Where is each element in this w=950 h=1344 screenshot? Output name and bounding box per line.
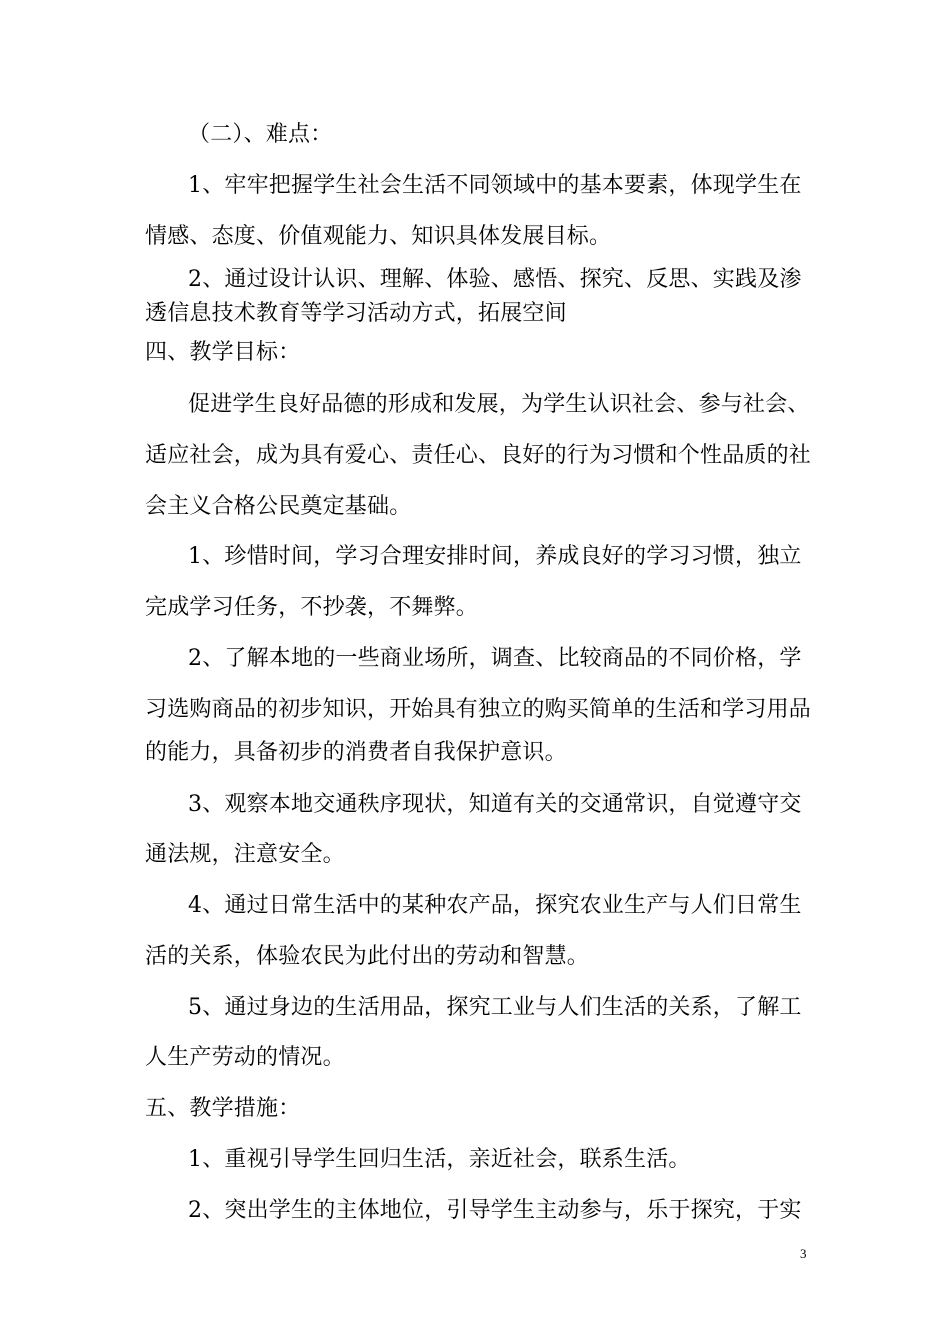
paragraph-line: 1、牢牢把握学生社会生活不同领域中的基本要素，体现学生在 — [188, 173, 802, 198]
paragraph-line: 适应社会，成为具有爱心、责任心、良好的行为习惯和个性品质的社 — [145, 443, 812, 468]
paragraph-line: 2、通过设计认识、理解、体验、感悟、探究、反思、实践及渗 — [188, 267, 802, 292]
paragraph-line: 透信息技术教育等学习活动方式，拓展空间 — [145, 301, 567, 326]
paragraph-line: 4、通过日常生活中的某种农产品，探究农业生产与人们日常生 — [188, 893, 802, 918]
paragraph-line: 1、重视引导学生回归生活，亲近社会，联系生活。 — [188, 1147, 691, 1172]
paragraph-line: 活的关系，体验农民为此付出的劳动和智慧。 — [145, 944, 590, 969]
paragraph-line: 2、了解本地的一些商业场所，调查、比较商品的不同价格，学 — [188, 646, 802, 671]
paragraph-line: 的能力，具备初步的消费者自我保护意识。 — [145, 740, 567, 765]
paragraph-line: 通法规，注意安全。 — [145, 842, 345, 867]
paragraph-line: 5、通过身边的生活用品，探究工业与人们生活的关系，了解工 — [188, 995, 802, 1020]
section-heading-teaching-goals: 四、教学目标： — [145, 340, 301, 365]
paragraph-line: 完成学习任务，不抄袭，不舞弊。 — [145, 595, 479, 620]
paragraph-line: 情感、态度、价值观能力、知识具体发展目标。 — [145, 224, 612, 249]
section-heading-teaching-measures: 五、教学措施： — [145, 1096, 301, 1121]
paragraph-line: 1、珍惜时间，学习合理安排时间，养成良好的学习习惯，独立 — [188, 544, 802, 569]
page-number: 3 — [800, 1246, 807, 1261]
paragraph-line: 习选购商品的初步知识，开始具有独立的购买简单的生活和学习用品 — [145, 697, 812, 722]
paragraph-line: 3、观察本地交通秩序现状，知道有关的交通常识，自觉遵守交 — [188, 792, 802, 817]
paragraph-line: 人生产劳动的情况。 — [145, 1045, 345, 1070]
subheading-difficulties: （二）、难点： — [188, 122, 333, 147]
paragraph-line: 会主义合格公民奠定基础。 — [145, 494, 412, 519]
paragraph-line: 2、突出学生的主体地位，引导学生主动参与，乐于探究，于实 — [188, 1198, 802, 1223]
paragraph-line: 促进学生良好品德的形成和发展，为学生认识社会、参与社会、 — [188, 392, 810, 417]
